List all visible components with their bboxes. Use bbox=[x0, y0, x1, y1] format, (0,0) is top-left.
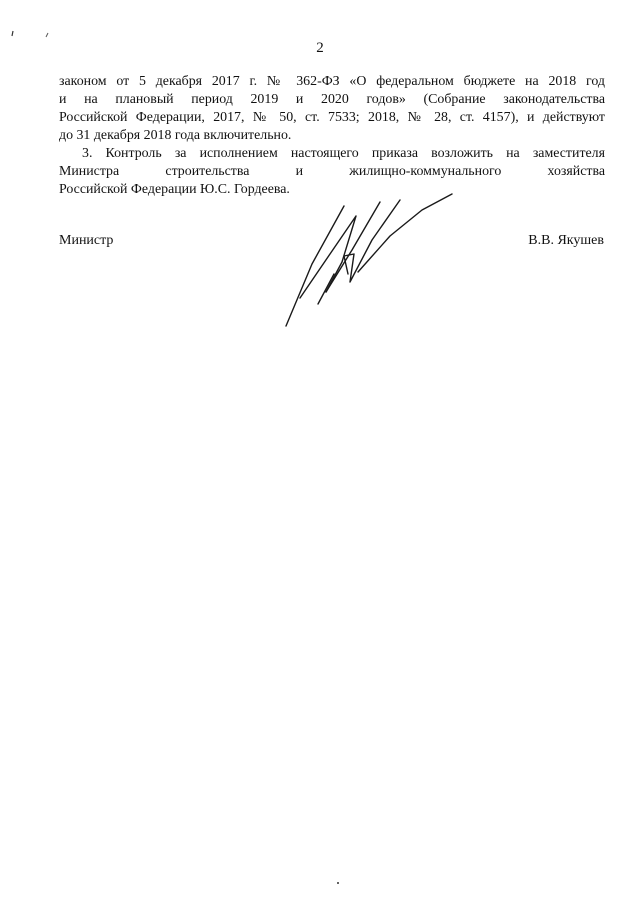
paragraph-line: законом от 5 декабря 2017 г. № 362-ФЗ «О федеральном бюджете на 2018 год bbox=[59, 74, 605, 89]
handwritten-signature bbox=[282, 192, 462, 332]
paragraph-line: до 31 декабря 2018 года включительно. bbox=[59, 128, 292, 143]
paragraph-line: и на плановый период 2019 и 2020 годов» (Собрание законодательства bbox=[59, 92, 605, 107]
paragraph-2 bbox=[59, 145, 605, 199]
page-number: 2 bbox=[316, 40, 324, 56]
scan-dot-mark bbox=[335, 880, 341, 886]
paragraph-line: Российской Федерации, 2017, № 50, ст. 7533; 2018, № 28, ст. 4157), и действуют bbox=[59, 110, 605, 125]
paragraph-line: 3. Контроль за исполнением настоящего приказа возложить на заместителя bbox=[82, 146, 605, 161]
signatory-name: В.В. Якушев bbox=[528, 233, 604, 248]
paragraph-line: Министра строительства и жилищно-коммунального хозяйства bbox=[59, 164, 605, 179]
signatory-title: Министр bbox=[59, 233, 114, 248]
paragraph-1 bbox=[59, 73, 605, 145]
paragraph-line: Российской Федерации Ю.С. Гордеева. bbox=[59, 182, 290, 197]
